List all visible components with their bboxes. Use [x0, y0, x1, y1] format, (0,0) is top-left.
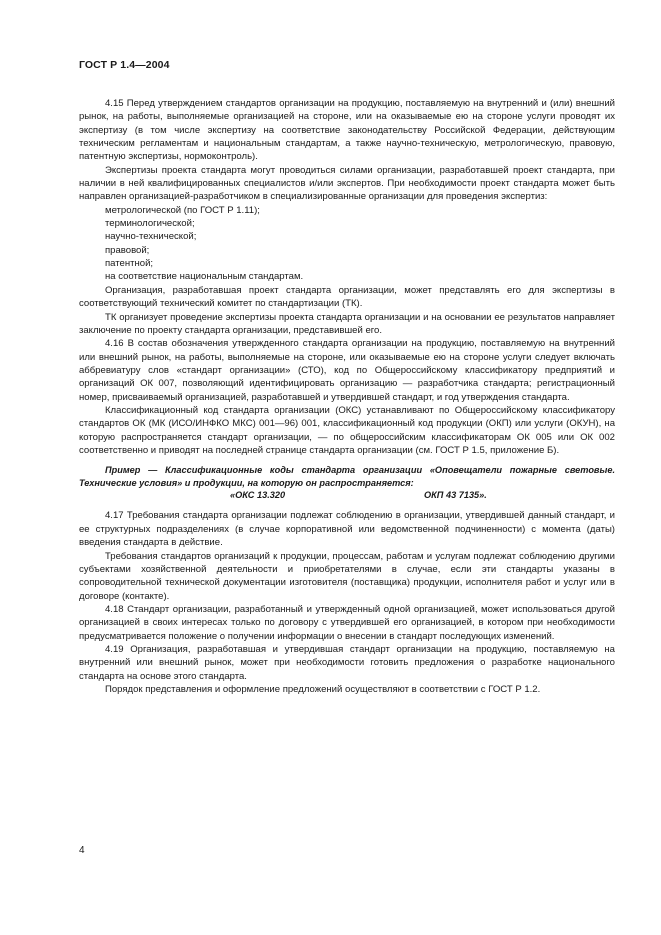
list-item: научно-технической;: [105, 231, 197, 243]
paragraph-proposals: Порядок представления и оформление предложений осуществляют в соответствии с ГОСТ Р 1.2.: [105, 683, 541, 695]
paragraph-expertise: Экспертизы проекта стандарта могут проводиться силами организации, разработавшей проект стандарта, при наличии в ней квалифицированных специалистов и/или экспертов. При необходимости проект стандарта может быть направлен организацией-разработчиком в специализированные организации для проведения экспертиз:: [79, 164, 615, 203]
paragraph-requirements: Требования стандартов организаций к продукции, процессам, работам и услугам подлежат соблюдению другими субъектами хозяйственной деятельности и приобретателями в случае, если эти стандарты указаны в сопроводительной технической документации изготовителя (поставщика) продукции, исполнителя работ и услуг или в договоре (контакте).: [79, 550, 615, 602]
example-codes: [79, 489, 615, 502]
paragraph-tk-review: ТК организует проведение экспертизы проекта стандарта организации и на основании ее результатов направляет заключение по проекту стандарта организации, представившей его.: [79, 311, 615, 336]
paragraph-4-18: 4.18 Стандарт организации, разработанный и утвержденный одной организацией, может использоваться другой организацией в своих интересах только по договору с утвердившей его организацией, в котором при необходимости предусматривается положение о получении информации о внесении в стандарт последующих изменений.: [79, 603, 615, 642]
paragraph-tk-submission: Организация, разработавшая проект стандарта организации, может представлять его для экспертизы в соответствующий технический комитет по стандартизации (ТК).: [79, 284, 615, 310]
list-item: патентной;: [105, 258, 154, 270]
list-item: на соответствие национальным стандартам.: [105, 271, 304, 283]
paragraph-4-17: 4.17 Требования стандарта организации подлежат соблюдению в организации, утвердившей данный стандарт, и ее структурных подразделениях (в случае корпоративной или ведомственной подчиненности) с момента (даты) введения стандарта в действие.: [79, 510, 615, 549]
page-number: 4: [79, 845, 85, 856]
list-item: правовой;: [105, 244, 150, 256]
document-body: [79, 97, 615, 696]
code-okp: ОКП 43 7135».: [424, 490, 487, 501]
paragraph-4-16: 4.16 В состав обозначения утвержденного стандарта организации на продукцию, поставляемую на внутренний или внешний рынок, на работы, выполняемые на стороне, или оказываемые ею на стороне услуги следует включать аббревиатуру слов «стандарт организации» (СТО), код по Общероссийскому классификатору предприятий и организаций ОК 007, позволяющий идентифицировать организацию — разработчика стандарта; регистрационный номер, присваиваемый организацией, разработавшей и утвердившей стандарт, и год утверждения стандарта.: [79, 338, 615, 403]
paragraph-oks-code: Классификационный код стандарта организации (ОКС) устанавливают по Общероссийскому классификатору стандартов ОК (МК (ИСО/ИНФКО МКС) 001—96) 001, классификационный код продукции (ОКП) или услуги (ОКУН), на которую распространяется стандарт организации, — по общероссийским классификаторам ОК 005 или ОК 002 соответственно и приводят на последней странице стандарта организации (см. ГОСТ Р 1.5, приложение Б).: [79, 404, 615, 456]
paragraph-4-19: 4.19 Организация, разработавшая и утвердившая стандарт организации на продукцию, поставляемую на внутренний или внешний рынок, может при необходимости готовить предложения о разработке национального стандарта на основе этого стандарта.: [79, 643, 615, 682]
list-item: метрологической (по ГОСТ Р 1.11);: [105, 204, 260, 216]
code-oks: «ОКС 13.320: [230, 490, 286, 501]
example-text: Пример — Классификационные коды стандарта организации «Оповещатели пожарные световые. Технические условия» и продукции, на которую он распространяется:: [79, 465, 615, 488]
document-header: ГОСТ Р 1.4—2004: [79, 59, 170, 71]
list-item: терминологической;: [105, 218, 195, 230]
paragraph-4-15: 4.15 Перед утверждением стандартов организации на продукцию, поставляемую на внутренний и (или) внешний рынок, на работы, выполняемые организацией на стороне, или на оказываемые ею на стороне услуги проводят их экспертизу (в том числе экспертизу на соответствие законодательству Российской Федерации, действующим техническим регламентам и национальным стандартам, а также научно-техническую, метрологическую, правовую, патентную экспертизы, нормоконтроль).: [79, 98, 615, 163]
